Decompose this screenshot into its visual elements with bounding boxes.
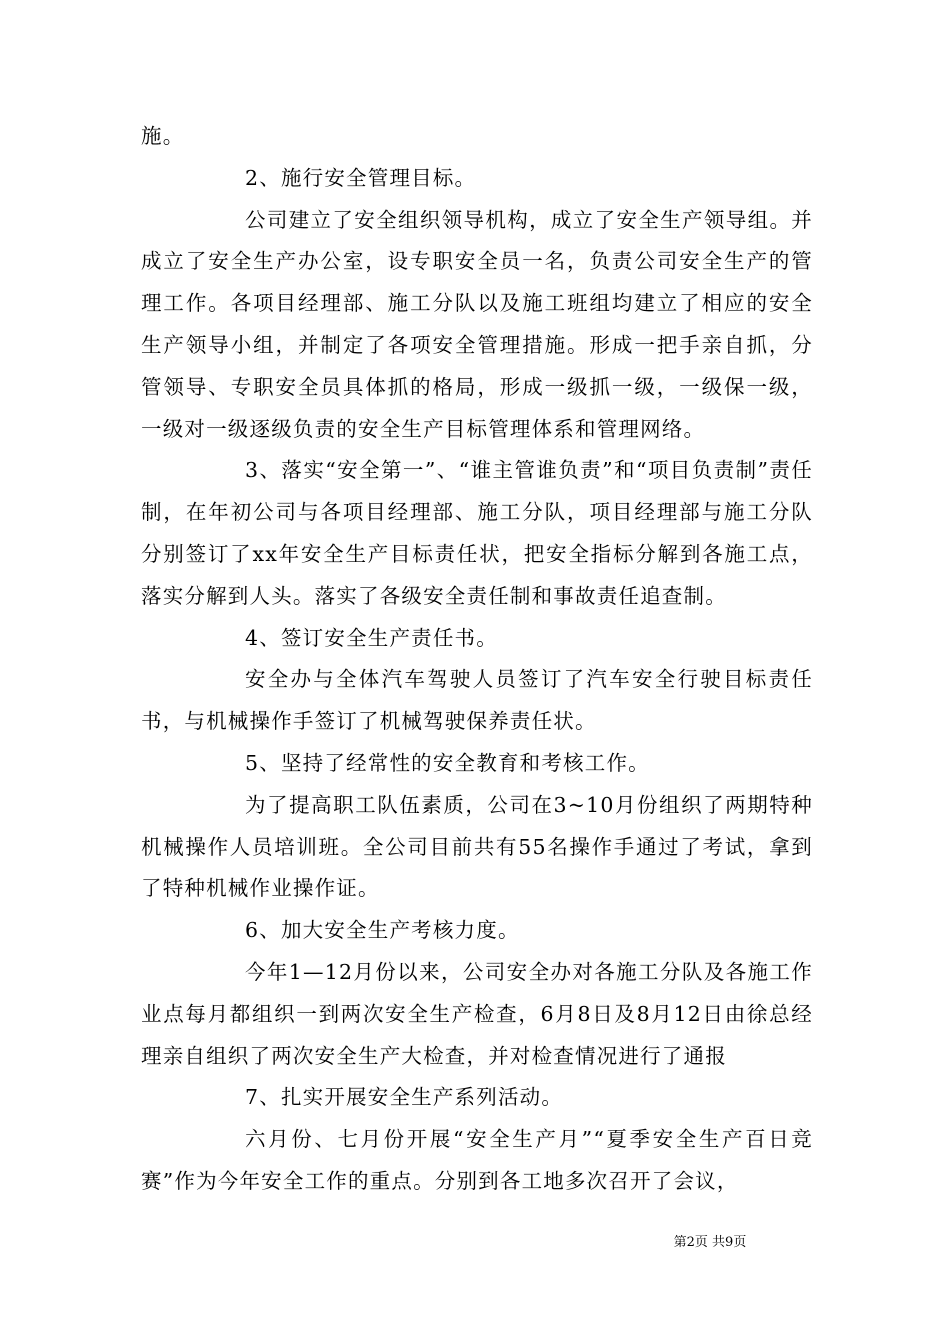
paragraph-inspection: 今年1—12月份以来，公司安全办对各施工分队及各施工作业点每月都组织一到两次安全生产检查，6月8日及8月12日由徐总经理亲自组织了两次安全生产大检查，并对检查情况进行了通报	[141, 959, 813, 1068]
paragraph-activities: 六月份、七月份开展“安全生产月”“夏季安全生产百日竞赛”作为今年安全工作的重点。分别到各工地多次召开了会议，	[141, 1127, 813, 1193]
paragraph-training: 为了提高职工队伍素质，公司在3~10月份组织了两期特种机械操作人员培训班。全公司目前共有55名操作手通过了考试，拿到了特种机械作业操作证。	[141, 792, 813, 901]
section-heading-4: 4、签订安全生产责任书。	[245, 625, 498, 650]
section-heading-7: 7、扎实开展安全生产系列活动。	[245, 1085, 564, 1110]
paragraph-safety-organization: 公司建立了安全组织领导机构，成立了安全生产领导组。并成立了安全生产办公室，设专职安全员一名，负责公司安全生产的管理工作。各项目经理部、施工分队以及施工班组均建立了相应的安全生产领导小组，并制定了各项安全管理措施。形成一把手亲自抓，分管领导、专职安全员具体抓的格局，形成一级抓一级，一级保一级，一级对一级逐级负责的安全生产目标管理体系和管理网络。	[141, 207, 813, 441]
section-heading-6: 6、加大安全生产考核力度。	[245, 918, 520, 943]
section-heading-5: 5、坚持了经常性的安全教育和考核工作。	[245, 750, 650, 775]
paragraph-responsibility-letter: 安全办与全体汽车驾驶人员签订了汽车安全行驶目标责任书，与机械操作手签订了机械驾驶保养责任状。	[141, 667, 813, 734]
document-body	[141, 116, 813, 1203]
page-number-footer: 第2页 共9页	[673, 1235, 747, 1250]
paragraph-continuation: 施。	[141, 124, 185, 148]
section-heading-2: 2、施行安全管理目标。	[245, 165, 477, 190]
section-heading-3: 3、落实“安全第一”、“谁主管谁负责”和“项目负责制”责任制，在年初公司与各项目经理部、施工分队，项目经理部与施工分队分别签订了xx年安全生产目标责任状，把安全指标分解到各施工点，落实分解到人头。落实了各级安全责任制和事故责任追查制。	[141, 458, 813, 608]
